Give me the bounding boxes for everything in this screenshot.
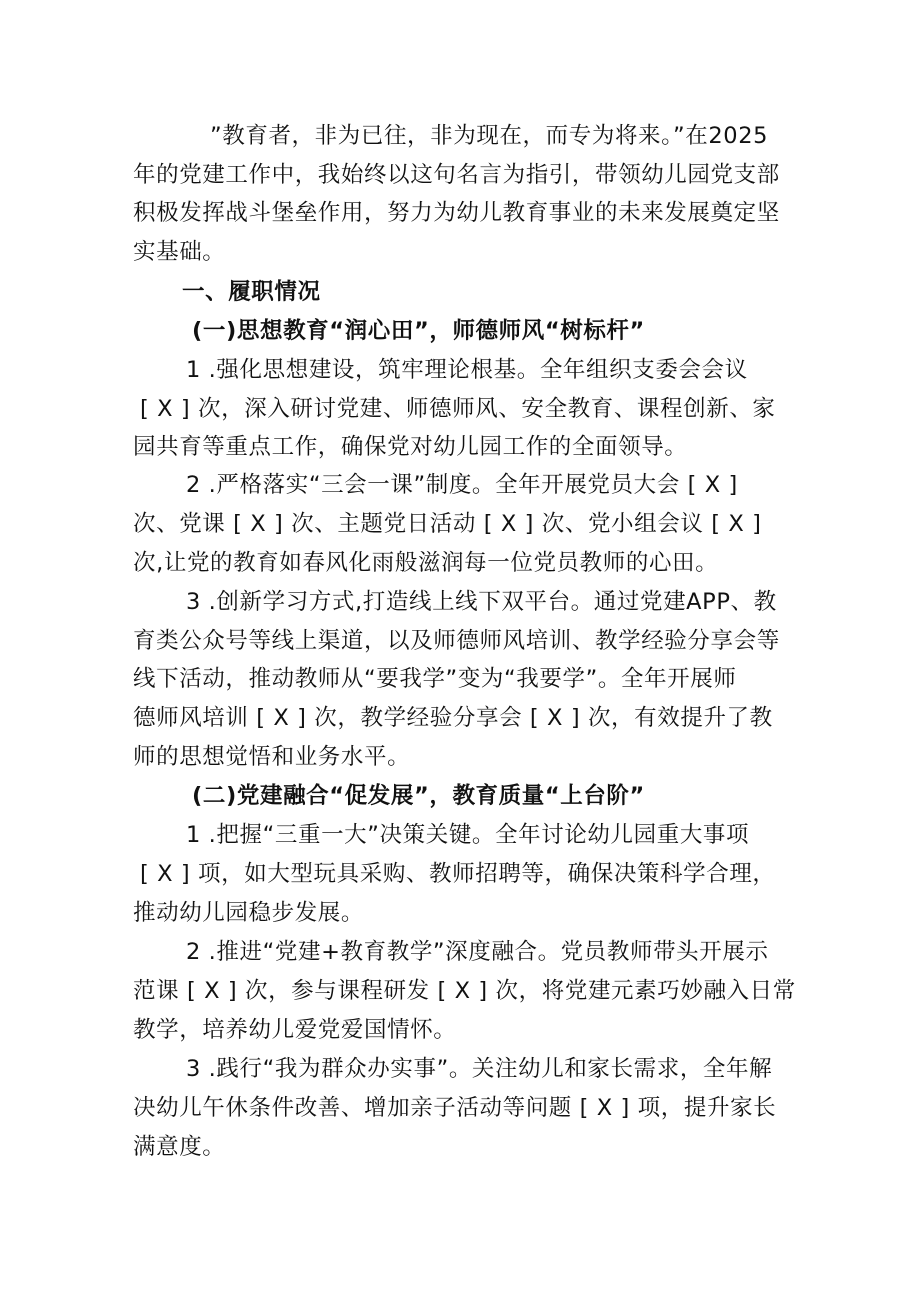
subsection-2-heading: (二)党建融合“促发展”，教育质量“上台阶” (192, 783, 645, 809)
sub1-item3-line2: 育类公众号等线上渠道，以及师德师风培训、教学经验分享会等 (133, 628, 780, 654)
sub1-item3-line5: 师的思想觉悟和业务水平。 (133, 744, 411, 770)
intro-line-1: ”教育者，非为已往，非为现在，而专为将来。”在2025 (210, 123, 769, 149)
sub2-item3-line3: 满意度。 (133, 1134, 226, 1160)
sub1-item2-line2: 次、党课 [ X ] 次、主题党日活动 [ X ] 次、党小组会议 [ X ] (133, 511, 762, 537)
intro-line-2: 年的党建工作中，我始终以这句名言为指引，带领幼儿园党支部 (133, 162, 780, 188)
subsection-1-heading: (一)思想教育“润心田”，师德师风“树标杆” (192, 318, 645, 344)
sub2-item3-line2: 决幼儿午休条件改善、增加亲子活动等问题 [ X ] 项，提升家长 (133, 1095, 777, 1121)
sub1-item1-line3: 园共育等重点工作，确保党对幼儿园工作的全面领导。 (133, 434, 688, 460)
sub2-item2-line1: 2 .推进“党建+教育教学”深度融合。党员教师带头开展示 (186, 939, 769, 965)
sub2-item1-line2: [ X ] 项，如大型玩具采购、教师招聘等，确保决策科学合理， (140, 861, 776, 887)
sub2-item3-line1: 3 .践行“我为群众办实事”。关注幼儿和家长需求，全年解 (186, 1056, 773, 1082)
sub1-item3-line3: 线下活动，推动教师从“要我学”变为“我要学”。全年开展师 (133, 666, 737, 692)
intro-line-3: 积极发挥战斗堡垒作用，努力为幼儿教育事业的未来发展奠定坚 (133, 200, 780, 226)
sub1-item1-line2: [ X ] 次，深入研讨党建、师德师风、安全教育、课程创新、家 (140, 396, 776, 422)
sub1-item1-line1: 1 .强化思想建设，筑牢理论根基。全年组织支委会会议 (186, 357, 748, 383)
sub2-item1-line1: 1 .把握“三重一大”决策关键。全年讨论幼儿园重大事项 (186, 822, 750, 848)
sub1-item3-line1: 3 .创新学习方式,打造线上线下双平台。通过党建APP、教 (186, 589, 777, 615)
sub2-item2-line3: 教学，培养幼儿爱党爱国情怀。 (133, 1017, 457, 1043)
intro-line-4: 实基础。 (133, 239, 226, 265)
sub2-item2-line2: 范课 [ X ] 次，参与课程研发 [ X ] 次，将党建元素巧妙融入日常 (133, 978, 796, 1004)
sub1-item3-line4: 德师风培训 [ X ] 次，教学经验分享会 [ X ] 次，有效提升了教 (133, 705, 773, 731)
sub2-item1-line3: 推动幼儿园稳步发展。 (133, 900, 365, 926)
sub1-item2-line3: 次,让党的教育如春风化雨般滋润每一位党员教师的心田。 (133, 550, 719, 576)
section-heading: 一、履职情况 (182, 279, 321, 305)
sub1-item2-line1: 2 .严格落实“三会一课”制度。全年开展党员大会 [ X ] (186, 472, 738, 498)
